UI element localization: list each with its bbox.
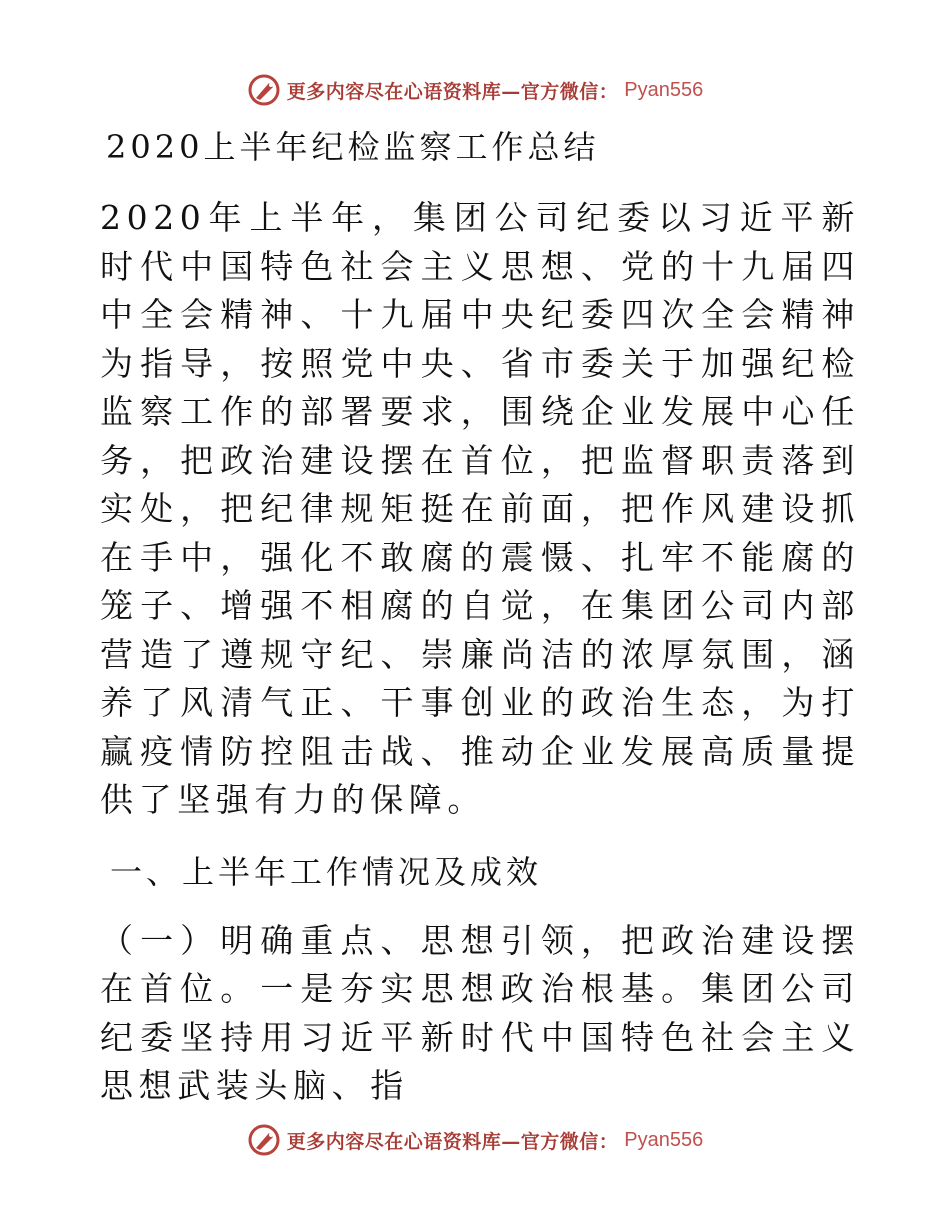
watermark-text: 更多内容尽在心语资料库—官方微信： [286, 80, 619, 103]
document-body [100, 122, 860, 1111]
watermark-banner-top [0, 70, 950, 110]
watermark-wechat-id: Pyan556 [624, 78, 704, 101]
document-title: 2020上半年纪检监察工作总结 [106, 128, 600, 166]
paragraph-intro: 2020年上半年，集团公司纪委以习近平新时代中国特色社会主义思想、党的十九届四中全会精神、十九届中央纪委四次全会精神为指导，按照党中央、省市委关于加强纪检监察工作的部署要求，围绕企业发展中心任务，把政治建设摆在首位，把监督职责落到实处，把纪律规矩挺在前面，把作风建设抓在手中，强化不敢腐的震慑、扎牢不能腐的笼子、增强不相腐的自觉，在集团公司内部营造了遵规守纪、崇廉尚洁的浓厚氛围，涵养了风清气正、干事创业的政治生态，为打赢疫情防控阻击战、推动企业发展高质量提供了坚强有力的保障。 [100, 198, 860, 819]
section-heading: 一、上半年工作情况及成效 [110, 852, 543, 891]
watermark-banner-bottom [0, 1120, 950, 1160]
watermark-text: 更多内容尽在心语资料库—官方微信： [286, 1130, 619, 1153]
pen-nib-logo-icon [247, 1123, 281, 1157]
paragraph-section-one: （一）明确重点、思想引领，把政治建设摆在首位。一是夯实思想政治根基。集团公司纪委坚持用习近平新时代中国特色社会主义思想武装头脑、指 [100, 920, 860, 1105]
pen-nib-logo-icon [247, 73, 281, 107]
watermark-wechat-id: Pyan556 [624, 1128, 704, 1151]
